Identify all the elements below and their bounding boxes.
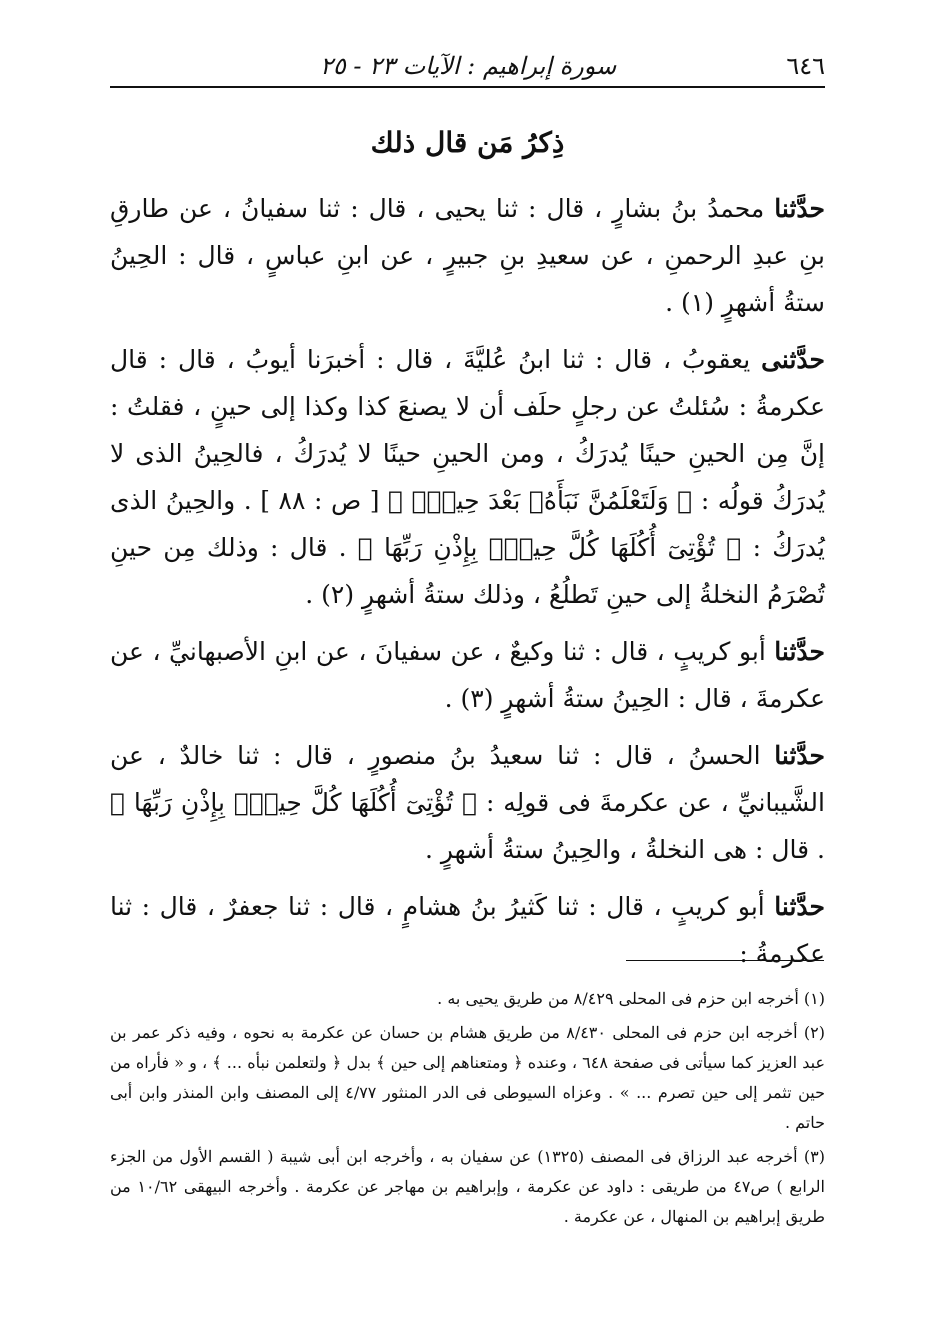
footnote: (٢) أخرجه ابن حزم فى المحلى ٨/٤٣٠ من طريق هشام بن حسان عن عكرمة به نحوه ، وفيه ذكر عمر بن عبد العزيز كما سيأتى فى صفحة ٦٤٨ ، وعنده ﴿ ومتعناهم إلى حين ﴾ بدل ﴿ ولتعلمن نبأه ... ﴾ ، و « فأراه من حين تثمر إلى حين تصرم ... » . وعزاه السيوطى فى الدر المنثور ٤/٧٧ إلى المصنف وابن المنذر وابن أبى حاتم .: [110, 1023, 826, 1132]
footnote-separator: [626, 960, 824, 961]
paragraph-text: أبو كريبٍ ، قال : ثنا كَثيرُ بنُ هشامٍ ، قال : ثنا جعفرٌ ، قال : ثنا عكرمةُ :: [110, 892, 825, 968]
paragraph-text: يعقوبُ ، قال : ثنا ابنُ عُليَّةَ ، قال : أخبرَنا أيوبُ ، قال : قال عكرمةُ : سُئلتُ عن رجلٍ حلَف أن لا يصنعَ كذا وكذا إلى حينٍ ، فقلتُ : إنَّ مِن الحينِ حينًا يُدرَكُ ، ومن الحينِ حينًا لا يُدرَكُ ، فالحِينُ الذى لا يُدرَكُ قولُه : ﴿ وَلَتَعْلَمُنَّ نَبَأَهُۥ بَعْدَ حِينٍۭ ﴾ [ ص : ٨٨ ] . والحِينُ الذى يُدرَكُ : ﴿ تُؤْتِىٓ أُكُلَهَا كُلَّ حِينٍۭ بِإِذْنِ رَبِّهَا ﴾ . قال : وذلك مِن حينِ تُصْرَمُ النخلةُ إلى حينِ تَطلُعُ ، وذلك ستةُ أشهرٍ (٢) .: [110, 345, 825, 609]
hadith-paragraph: [110, 336, 825, 618]
chain-lead: حدَّثنا: [774, 194, 825, 223]
page-header: [110, 52, 825, 88]
footnotes: [110, 984, 825, 1236]
chain-lead: حدَّثنى: [761, 345, 825, 374]
chain-lead: حدَّثنا: [774, 892, 825, 921]
paragraph-text: الحسنُ ، قال : ثنا سعيدُ بنُ منصورٍ ، قال : ثنا خالدٌ ، عن الشَّيبانيِّ ، عن عكرمةَ فى قولِه : ﴿ تُؤْتِىٓ أُكُلَهَا كُلَّ حِينٍۭ بِإِذْنِ رَبِّهَا ﴾ . قال : هى النخلةُ ، والحِينُ ستةُ أشهرٍ .: [110, 741, 825, 864]
hadith-paragraph: [110, 732, 825, 873]
chain-lead: حدَّثنا: [774, 637, 825, 666]
hadith-paragraph: [110, 185, 825, 326]
footnote: (١) أخرجه ابن حزم فى المحلى ٨/٤٢٩ من طريق يحيى به .: [437, 989, 825, 1008]
page-number: ٦٤٦: [786, 52, 825, 80]
paragraph-text: أبو كريبٍ ، قال : ثنا وكيعٌ ، عن سفيانَ ، عن ابنِ الأصبهانيِّ ، عن عكرمةَ ، قال : الحِينُ ستةُ أشهرٍ (٣) .: [110, 637, 825, 713]
section-title: ذِكرُ مَن قال ذلك: [370, 126, 565, 159]
hadith-paragraph: [110, 883, 825, 977]
footnote: (٣) أخرجه عبد الرزاق فى المصنف (١٣٢٥) عن سفيان به ، وأخرجه ابن أبى شيبة ( القسم الأول من الجزء الرابع ) ص٤٧ من طريقى : داود عن عكرمة ، وإبراهيم بن مهاجر عن عكرمة . وأخرجه البيهقى ١٠/٦٢ من طريق إبراهيم بن المنهال ، عن عكرمة .: [110, 1147, 825, 1226]
chain-lead: حدَّثنا: [774, 741, 825, 770]
running-title: سورة إبراهيم : الآيات ٢٣ - ٢٥: [320, 52, 617, 80]
page-body: [110, 52, 825, 987]
hadith-paragraph: [110, 628, 825, 722]
paragraph-text: محمدُ بنُ بشارٍ ، قال : ثنا يحيى ، قال : ثنا سفيانُ ، عن طارقِ بنِ عبدِ الرحمنِ ، عن سعيدِ بنِ جبيرٍ ، عن ابنِ عباسٍ ، قال : الحِينُ ستةُ أشهرٍ (١) .: [110, 194, 825, 317]
